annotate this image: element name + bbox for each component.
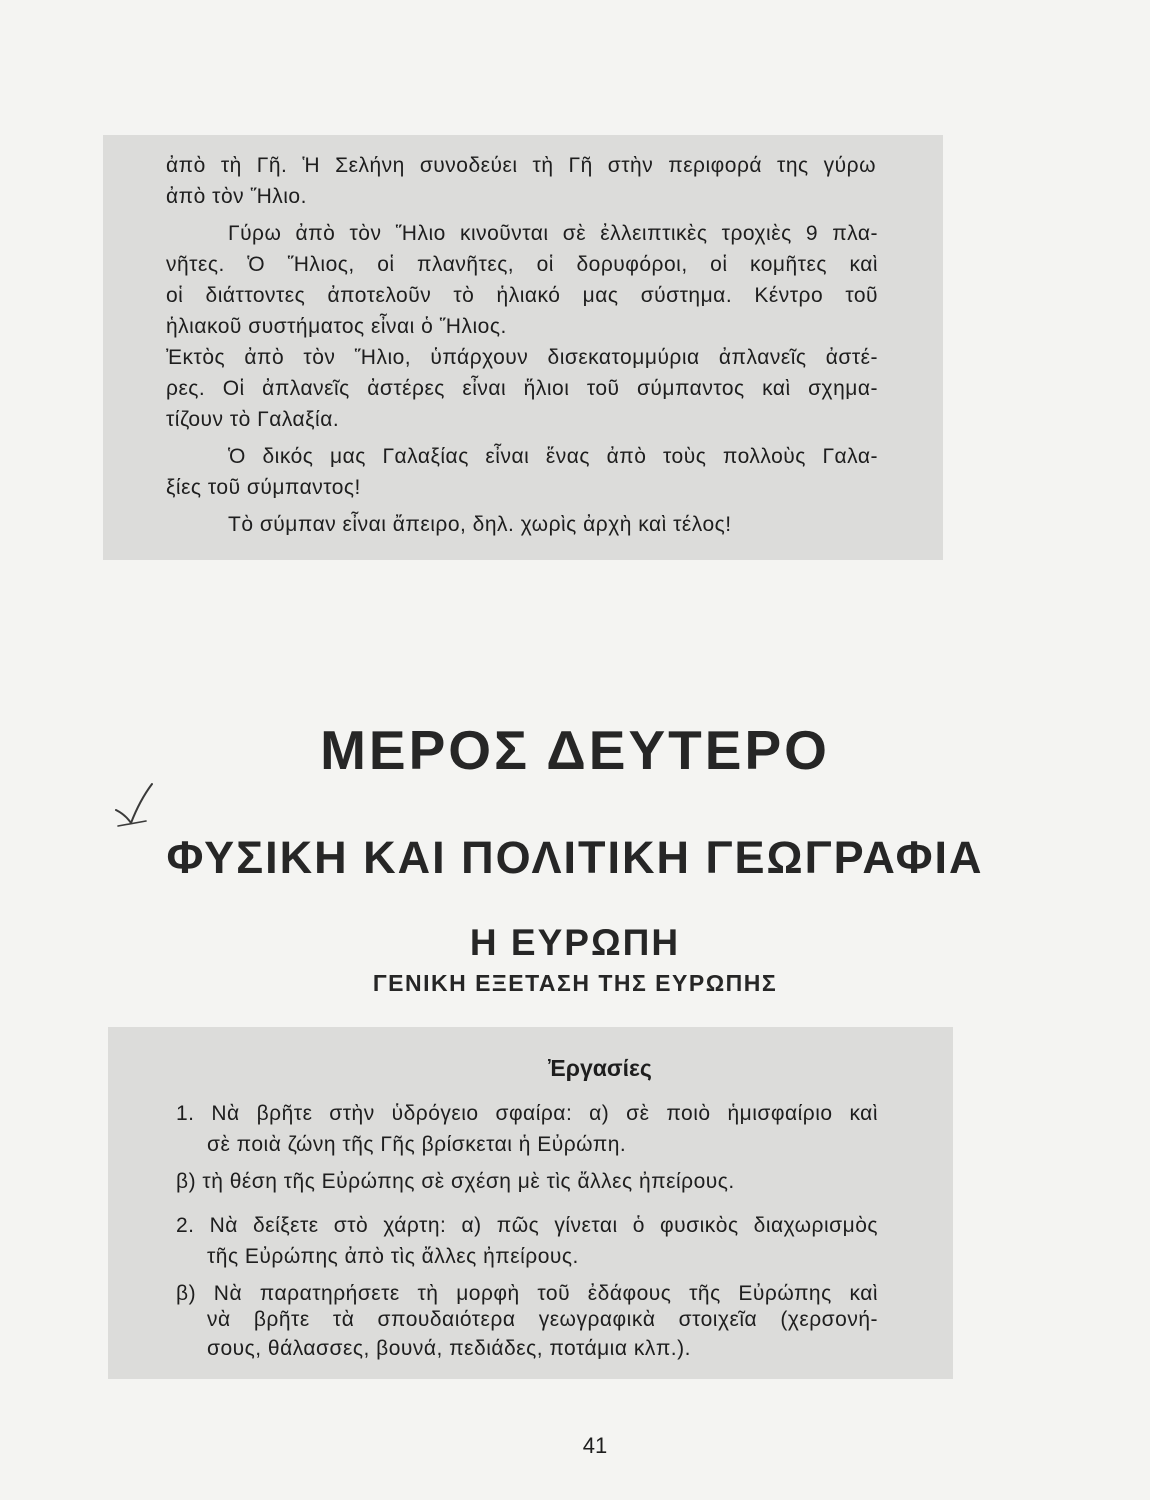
task-line: β) τὴ θέση τῆς Εὐρώπης σὲ σχέση μὲ τὶς ἄλλες ἠπείρους. [176,1170,735,1193]
intro-line: Ὁ δικός μας Γαλαξίας εἶναι ἕνας ἀπὸ τοὺς πολλοὺς Γαλα- [228,445,878,468]
intro-line: ἡλιακοῦ συστήματος εἶναι ὁ Ἥλιος. [166,315,507,338]
task-line: 2. Νὰ δείξετε στὸ χάρτη: α) πῶς γίνεται ὁ φυσικὸς διαχωρισμὸς [176,1214,878,1237]
intro-line: ἀπὸ τὴ Γῆ. Ἡ Σελήνη συνοδεύει τὴ Γῆ στὴν περιφορά της γύρω [166,154,876,177]
intro-line: νῆτες. Ὁ Ἥλιος, οἱ πλανῆτες, οἱ δορυφόροι, οἱ κομῆτες καὶ [166,253,878,276]
page-number: 41 [582,1433,608,1458]
section-heading: ΦΥΣΙΚΗ ΚΑΙ ΠΟΛΙΤΙΚΗ ΓΕΩΓΡΑΦΙΑ [166,832,984,883]
chapter-heading: Η ΕΥΡΩΠΗ [469,922,681,963]
intro-line: οἱ διάττοντες ἀποτελοῦν τὸ ἡλιακό μας σύστημα. Κέντρο τοῦ [166,284,878,307]
intro-line: ἀπὸ τὸν Ἥλιο. [166,185,307,208]
intro-line: Τὸ σύμπαν εἶναι ἄπειρο, δηλ. χωρὶς ἀρχὴ καὶ τέλος! [228,513,732,536]
intro-line: Γύρω ἀπὸ τὸν Ἥλιο κινοῦνται σὲ ἐλλειπτικὲς τροχιὲς 9 πλα- [228,222,878,245]
intro-line: Ἐκτὸς ἀπὸ τὸν Ἥλιο, ὑπάρχουν δισεκατομμύρια ἀπλανεῖς ἀστέ- [166,346,878,369]
tasks-title: Ἐργασίες [548,1055,652,1081]
task-line: β) Νὰ παρατηρήσετε τὴ μορφὴ τοῦ ἐδάφους τῆς Εὐρώπης καὶ [176,1282,878,1305]
task-line: 1. Νὰ βρῆτε στὴν ὑδρόγειο σφαίρα: α) σὲ ποιὸ ἡμισφαίριο καὶ [176,1102,878,1125]
intro-line: τίζουν τὸ Γαλαξία. [166,408,340,431]
pencil-check-mark [112,780,158,830]
task-line: σὲ ποιὰ ζώνη τῆς Γῆς βρίσκεται ἡ Εὐρώπη. [207,1133,627,1156]
part-heading: ΜΕΡΟΣ ΔΕΥΤΕΡΟ [320,719,830,781]
task-line: τῆς Εὐρώπης ἀπὸ τὶς ἄλλες ἠπείρους. [207,1245,579,1268]
task-line: νὰ βρῆτε τὰ σπουδαιότερα γεωγραφικὰ στοιχεῖα (χερσονή- [207,1308,878,1331]
task-line: σους, θάλασσες, βουνά, πεδιάδες, ποτάμια κλπ.). [207,1337,691,1360]
subchapter-heading: ΓΕΝΙΚΗ ΕΞΕΤΑΣΗ ΤΗΣ ΕΥΡΩΠΗΣ [372,970,778,996]
intro-line: ξίες τοῦ σύμπαντος! [166,476,361,499]
intro-line: ρες. Οἱ ἀπλανεῖς ἀστέρες εἶναι ἥλιοι τοῦ σύμπαντος καὶ σχημα- [166,377,878,400]
